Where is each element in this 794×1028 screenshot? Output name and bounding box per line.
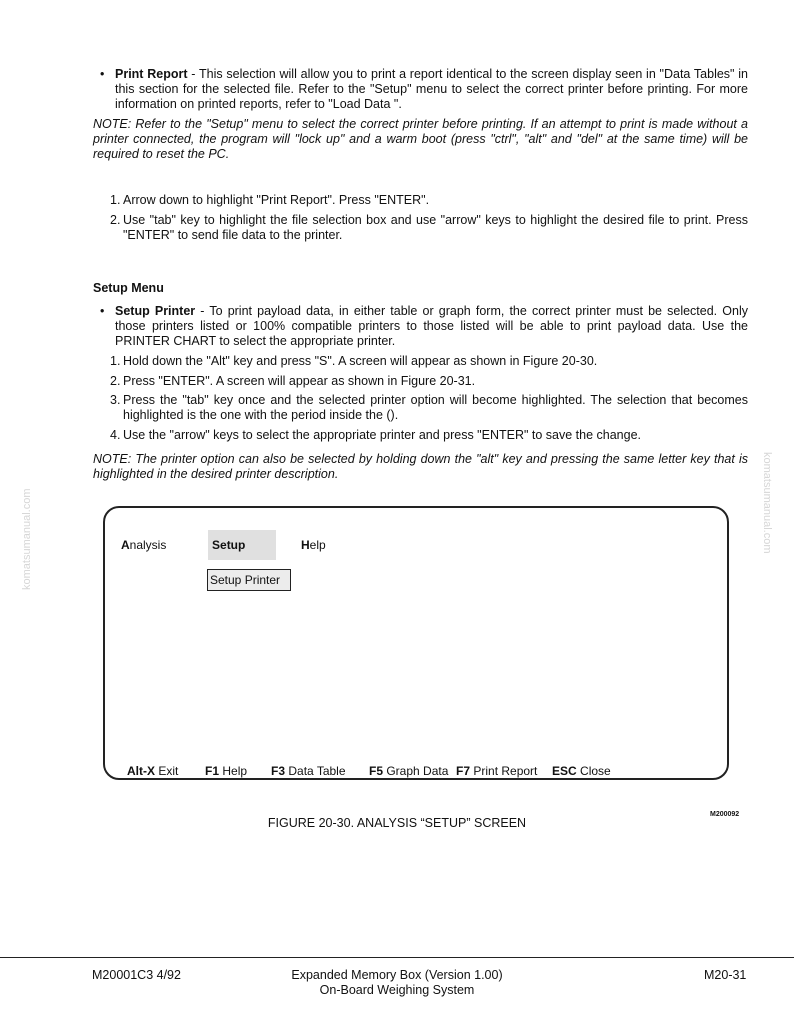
figure-code: M200092 [710,811,740,818]
footer-divider [0,957,794,958]
step-text: Hold down the "Alt" key and press "S". A screen will appear as shown in Figure 20-30. [123,354,598,368]
note-alt-key: NOTE: The printer option can also be selected by holding down the "alt" key and pressing the same letter key that is highlighted in the desired printer description. [93,452,748,481]
note-printer-warning: NOTE: Refer to the "Setup" menu to select the correct printer before printing. If an attempt to print is made without a printer connected, the program will "lock up" and a warm boot (press "ctrl", "alt" and "del" at the same time) will be required to reset the PC. [93,117,748,161]
fkey-key: ESC [552,764,577,778]
step-number: 3. [110,393,121,407]
step-text: Arrow down to highlight "Print Report". Press "ENTER". [123,193,430,207]
section-heading: Setup Menu [93,281,164,295]
footer-title-line2: On-Board Weighing System [319,983,475,997]
menu-hotkey: A [121,538,130,552]
fkey-label: Close [576,764,611,778]
bullet-dot: • [100,67,105,81]
step-item [110,193,748,208]
fkey-key: Alt-X [127,764,155,778]
step-item [110,428,748,443]
footer-page-number: M20-31 [704,968,747,982]
fkey-key: F7 [456,764,471,778]
bullet-description: - To print payload data, in either table or graph form, the correct printer must be selected. Only those printers listed or 100% compatible printers to those listed will be able to print payload data. Use the PRINTER CHART to select the appropriate printer. [115,304,748,348]
fkey-graph-data[interactable] [369,764,448,779]
fkey-close[interactable] [552,764,611,779]
fkey-key: F1 [205,764,220,778]
step-number: 1. [110,193,121,207]
menu-help[interactable] [301,538,326,553]
menu-label: etup [220,538,246,552]
menu-setup[interactable] [212,538,245,553]
menu-label: nalysis [129,538,167,552]
fkey-data-table[interactable] [271,764,346,779]
step-number: 2. [110,374,121,388]
step-item [110,374,748,389]
menu-hotkey: S [212,538,221,552]
analysis-setup-screen [103,506,729,780]
term-setup-printer: Setup Printer [115,304,196,318]
step-text: Use the "arrow" keys to select the appropriate printer and press "ENTER" to save the change. [123,428,642,442]
fkey-label: Help [219,764,248,778]
menu-analysis[interactable] [121,538,166,553]
setup-printer-item[interactable]: Setup Printer [207,569,291,591]
step-number: 4. [110,428,121,442]
step-text: Use "tab" key to highlight the file selection box and use "arrow" keys to highlight the desired file to print. Press "ENTER" to send file data to the printer. [123,213,748,242]
menu-label: elp [309,538,326,552]
step-text: Press the "tab" key once and the selected printer option will become highlighted. The selection that becomes highlighted is the one with the period inside the (). [123,393,748,422]
fkey-exit[interactable] [127,764,178,779]
fkey-label: Data Table [285,764,346,778]
step-number: 2. [110,213,121,227]
fkey-key: F3 [271,764,286,778]
fkey-help[interactable] [205,764,247,779]
fkey-print-report[interactable] [456,764,537,779]
step-text: Press "ENTER". A screen will appear as shown in Figure 20-31. [123,374,476,388]
bullet-setup-printer [100,304,748,349]
fkey-key: F5 [369,764,384,778]
bullet-text [115,304,748,349]
step-number: 1. [110,354,121,368]
step-item [110,213,748,243]
step-item [110,393,748,423]
watermark-right: komatsumanual.com [761,452,773,554]
watermark-left: komatsumanual.com [21,488,33,590]
footer-title [0,968,794,998]
fkey-label: Graph Data [383,764,449,778]
step-item [110,354,748,369]
fkey-label: Exit [155,764,179,778]
figure-caption: FIGURE 20-30. ANALYSIS “SETUP” SCREEN [267,816,527,830]
menu-hotkey: H [301,538,310,552]
footer-doc-code: M20001C3 4/92 [92,968,181,982]
footer-title-line1: Expanded Memory Box (Version 1.00) [291,968,503,982]
term-print-report: Print Report [115,67,188,81]
fkey-label: Print Report [470,764,538,778]
bullet-dot: • [100,304,105,318]
bullet-print-report [100,67,748,112]
bullet-text [115,67,748,112]
bullet-description: - This selection will allow you to print a report identical to the screen display seen in "Data Tables" in this section for the selected file. Refer to the "Setup" menu to select the correct printer before printing. For more information on printed reports, refer to "Load Data ". [115,67,748,111]
